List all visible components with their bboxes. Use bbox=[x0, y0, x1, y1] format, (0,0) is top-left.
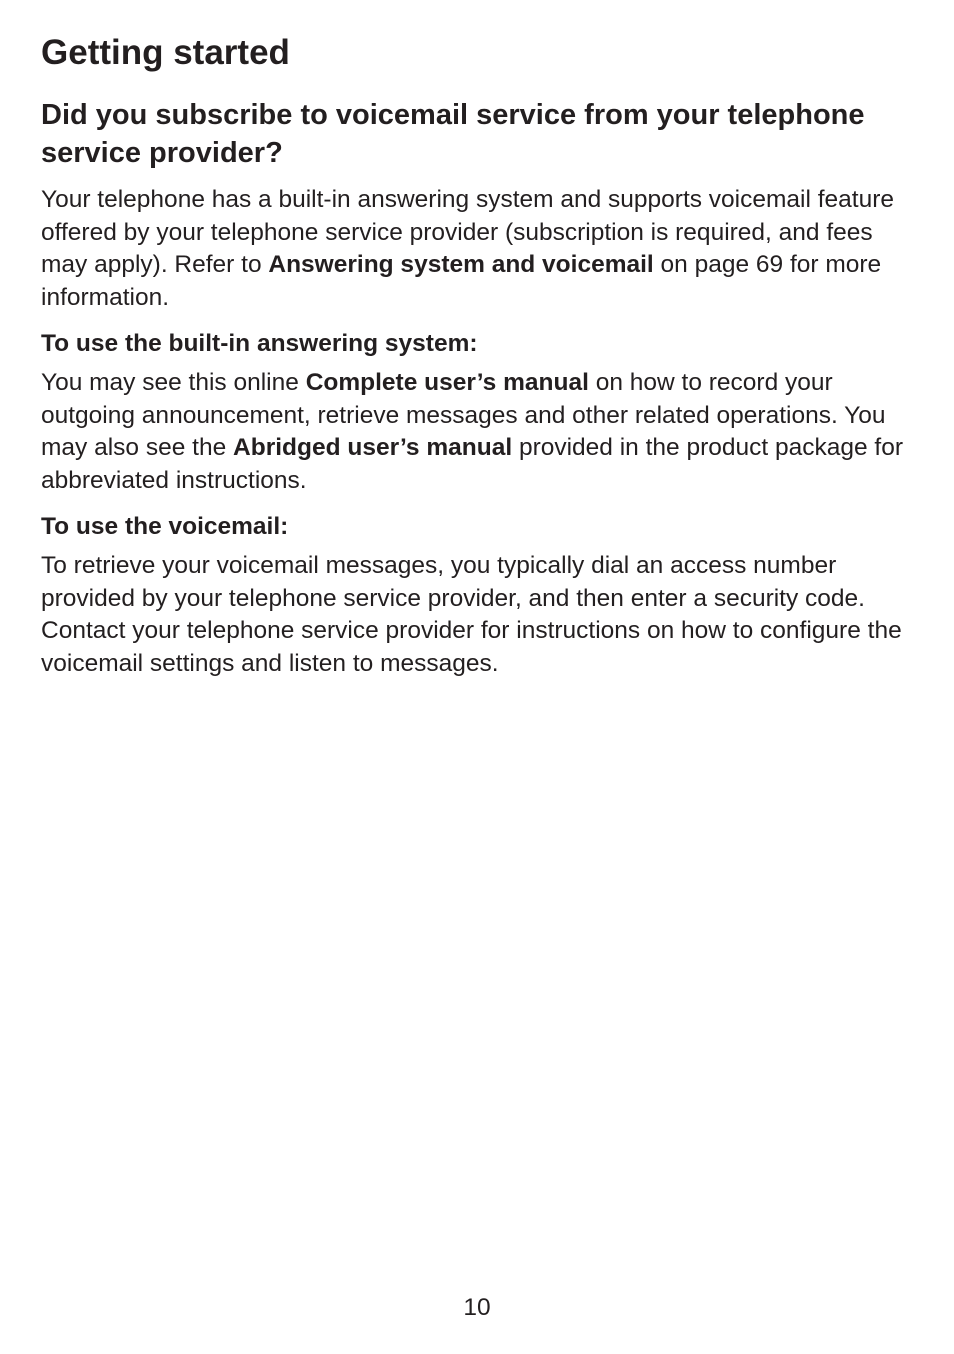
voicemail-paragraph: To retrieve your voicemail messages, you typically dial an access number provided by your telephone service provider, and then enter a security code. Contact your telephone service provider for instructions on how to configure the voicemail settings and listen to messages. bbox=[41, 552, 902, 678]
intro-reference-answering-system: Answering system and voicemail bbox=[268, 251, 654, 279]
intro-text-1: Your telephone has a built-in answering system and supports voicemail feature offered by your telephone service provider (subscription is required, and fees may apply). Refer to bbox=[41, 186, 895, 279]
complete-manual-reference: Complete user’s manual bbox=[305, 369, 589, 396]
voicemail-heading: To use the voicemail: bbox=[41, 513, 289, 540]
page-number: 10 bbox=[463, 1294, 491, 1321]
answering-text-1: You may see this online bbox=[41, 369, 306, 396]
section-title: Getting started bbox=[41, 33, 290, 72]
abridged-manual-reference: Abridged user’s manual bbox=[233, 434, 513, 462]
answering-text-2: on how to record your outgoing announcement, retrieve messages and other related operations. You may also see the bbox=[41, 369, 886, 462]
intro-paragraph bbox=[41, 184, 911, 315]
answering-system-paragraph bbox=[41, 367, 911, 498]
answering-system-heading: To use the built-in answering system: bbox=[41, 330, 478, 357]
intro-text-2: on page 69 for more information. bbox=[41, 251, 882, 312]
question-heading: Did you subscribe to voicemail service from your telephone service provider? bbox=[41, 99, 865, 169]
answering-text-3: provided in the product package for abbreviated instructions. bbox=[41, 434, 904, 495]
